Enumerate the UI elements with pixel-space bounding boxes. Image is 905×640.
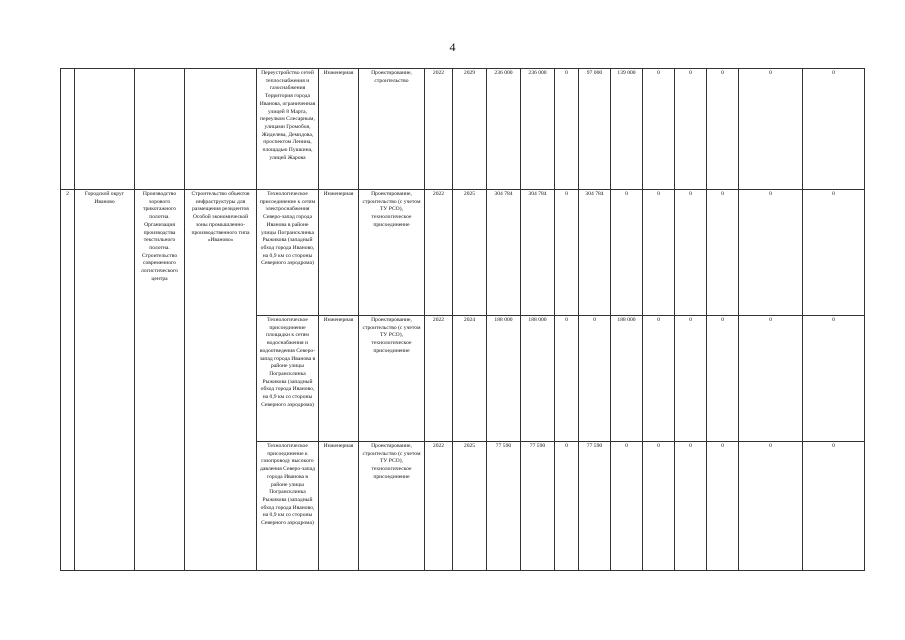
cell-value-3: 139 000	[611, 69, 643, 190]
page-number: 4	[449, 40, 456, 54]
cell-project	[185, 69, 257, 190]
cell-value-5: 0	[675, 316, 707, 442]
cell-value-1: 0	[555, 442, 579, 571]
cell-work-type: Проектирование, строительство (с учетом ТУ РСО), технологическое присоединение	[359, 442, 425, 571]
cell-value-4: 0	[643, 316, 675, 442]
cell-value-1: 0	[555, 316, 579, 442]
cell-work-type: Проектирование, строительство (с учетом ТУ РСО), технологическое присоединение	[359, 190, 425, 316]
infrastructure-table	[60, 68, 865, 571]
cell-total-cost: 188 000	[487, 316, 521, 442]
cell-value-5: 0	[675, 190, 707, 316]
cell-value-2: 304 784	[579, 190, 611, 316]
cell-value-3: 188 000	[611, 316, 643, 442]
table-row	[61, 190, 865, 316]
cell-value-4: 0	[643, 69, 675, 190]
cell-value-8: 0	[803, 442, 865, 571]
cell-work-type: Проектирование, строительство	[359, 69, 425, 190]
cell-value-5: 0	[675, 69, 707, 190]
table-row	[61, 69, 865, 190]
cell-project: Строительство объектов инфраструктуры для размещения резидентов Особой экономической зоны промышленно-производственного типа «Иваново»	[185, 190, 257, 571]
cell-object: Переустройство сетей теплоснабжения и газоснабжения Территория города Иванова, ограниченная улицей 8 Марта, переулком Слесарным, улицами Громобоя, Жиделева, Демидова, проспектом Ленина, площадью Пушкина, улицей Жарова	[257, 69, 319, 190]
cell-start-year: 2022	[425, 316, 453, 442]
cell-no	[61, 69, 75, 190]
cell-value-6: 0	[707, 316, 739, 442]
cell-infra-type: Инженерная	[319, 190, 359, 316]
cell-municipality	[75, 69, 135, 190]
cell-infra-type: Инженерная	[319, 69, 359, 190]
cell-total-cost: 236 000	[487, 69, 521, 190]
cell-value-3: 0	[611, 190, 643, 316]
cell-total-cost: 77 590	[487, 442, 521, 571]
cell-end-year: 2025	[453, 190, 487, 316]
cell-value-1: 0	[555, 190, 579, 316]
cell-object: Технологическое присоединение к сетям электроснабжения Северо-запад города Иванова в районе улицы Погрансклинка Рыжикова (западный обход города Иваново, на 0,9 км со стороны Северного аэродрома)	[257, 190, 319, 316]
cell-value-6: 0	[707, 190, 739, 316]
cell-value-6: 0	[707, 442, 739, 571]
cell-budget-sum: 236 000	[521, 69, 555, 190]
cell-value-7: 0	[739, 69, 803, 190]
cell-budget-sum: 77 590	[521, 442, 555, 571]
cell-value-7: 0	[739, 442, 803, 571]
cell-work-type: Проектирование, строительство (с учетом ТУ РСО), технологическое присоединение	[359, 316, 425, 442]
cell-budget-sum: 304 784	[521, 190, 555, 316]
cell-value-4: 0	[643, 190, 675, 316]
cell-infra-type: Инженерная	[319, 442, 359, 571]
cell-value-7: 0	[739, 190, 803, 316]
cell-value-7: 0	[739, 316, 803, 442]
cell-value-2: 97 000	[579, 69, 611, 190]
cell-value-1: 0	[555, 69, 579, 190]
cell-end-year: 2029	[453, 69, 487, 190]
cell-infra-type: Инженерная	[319, 316, 359, 442]
cell-value-2: 77 590	[579, 442, 611, 571]
cell-value-5: 0	[675, 442, 707, 571]
cell-value-2: 0	[579, 316, 611, 442]
cell-no: 2	[61, 190, 75, 571]
cell-object: Технологическое присоединение к газопроводу высокого давления Северо-запад города Иванова в районе улицы Погрансклинка Рыжикова (западный обход города Иваново, на 0,9 км со стороны Северного аэродрома)	[257, 442, 319, 571]
cell-end-year: 2024	[453, 316, 487, 442]
cell-value-8: 0	[803, 69, 865, 190]
cell-start-year: 2022	[425, 69, 453, 190]
cell-value-4: 0	[643, 442, 675, 571]
cell-goal	[135, 69, 185, 190]
cell-start-year: 2022	[425, 190, 453, 316]
cell-value-8: 0	[803, 316, 865, 442]
cell-municipality: Городской округ Иваново	[75, 190, 135, 571]
cell-end-year: 2025	[453, 442, 487, 571]
cell-start-year: 2022	[425, 442, 453, 571]
cell-budget-sum: 188 000	[521, 316, 555, 442]
cell-object: Технологическое присоединение площадки к сетям водоснабжения и водоотведения Северо-запад города Иванова в районе улицы Погрансклинка Рыжикова (западный обход города Иваново, на 0,9 км со стороны Северного аэродрома)	[257, 316, 319, 442]
cell-value-6: 0	[707, 69, 739, 190]
cell-value-3: 0	[611, 442, 643, 571]
cell-value-8: 0	[803, 190, 865, 316]
cell-total-cost: 304 784	[487, 190, 521, 316]
cell-goal: Производство хорового трикотажного полотна. Организация производства текстильного полотна. Строительство современного логистического центра	[135, 190, 185, 571]
